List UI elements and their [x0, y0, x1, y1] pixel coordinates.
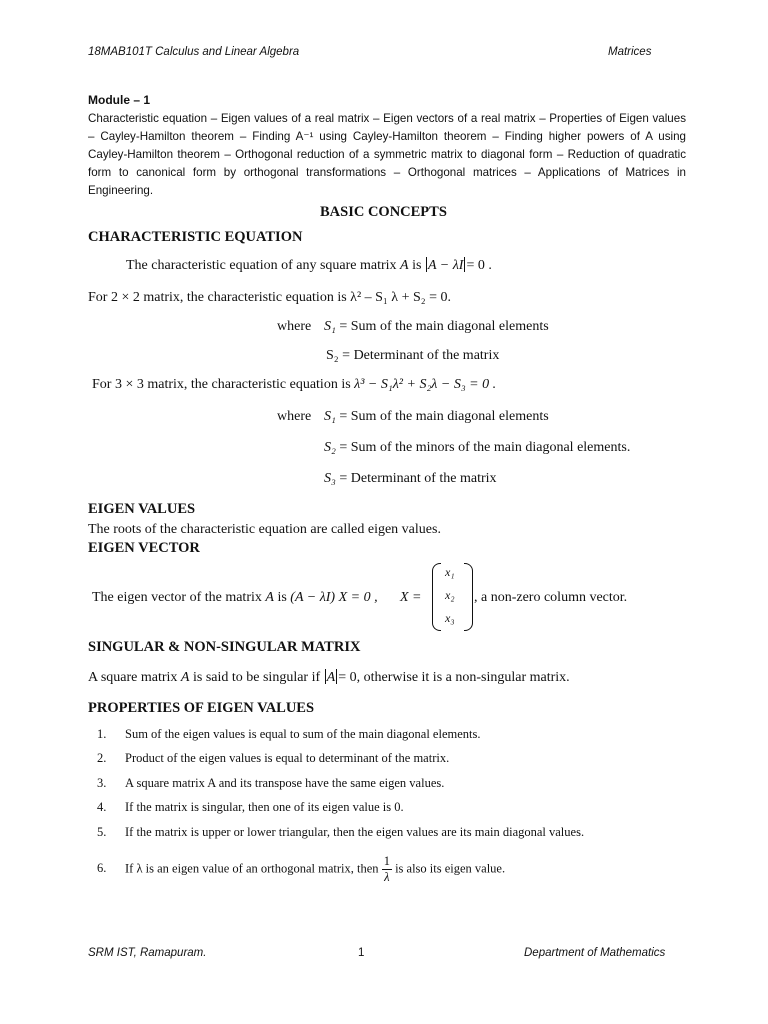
- header-topic: Matrices: [608, 46, 652, 58]
- property-number: 3.: [97, 776, 107, 790]
- three-by-three-equation: For 3 × 3 matrix, the characteristic equation is λ³ − S₁λ² + S₂λ − S₃ = 0 .: [92, 377, 497, 392]
- x-equals: X =: [400, 590, 422, 605]
- property-item-3: [97, 776, 444, 791]
- property-text: If the matrix is upper or lower triangular, then the eigen values are its main diagonal values.: [125, 825, 585, 839]
- header-course: 18MAB101T Calculus and Linear Algebra: [88, 46, 300, 58]
- property-item-2: [97, 751, 449, 766]
- footer-institute: SRM IST, Ramapuram.: [88, 947, 207, 959]
- s1b-definition: S₁ = Sum of the main diagonal elements: [324, 409, 549, 424]
- footer-department: Department of Mathematics: [524, 947, 666, 959]
- where-label-2: where: [277, 409, 312, 424]
- module-label: Module – 1: [88, 93, 151, 107]
- s3-definition: S₃ = Determinant of the matrix: [324, 471, 497, 486]
- s2b-definition: S₂ = Sum of the minors of the main diagonal elements.: [324, 440, 631, 455]
- property-item-6: 6. If λ is an eigen value of an orthogonal matrix, then $\frac{1}{\lambda}$ is also its eigen value.: [97, 854, 506, 884]
- vector-x2: x₂: [445, 588, 455, 602]
- property-number: 4.: [97, 800, 107, 814]
- characteristic-intro: The characteristic equation of any square matrix A is A − λI = 0 .: [126, 258, 492, 273]
- heading-eigen-values: EIGEN VALUES: [88, 501, 196, 517]
- property-number: 2.: [97, 751, 107, 765]
- s2-definition: S₂ = Determinant of the matrix: [326, 348, 500, 363]
- module-description: Characteristic equation – Eigen values of a real matrix – Eigen vectors of a real matrix – Properties of Eigen values – Cayley-Hamilton theorem – Finding A⁻¹ using Cayley-Hamilton theorem – Finding higher powers of A using Cayley-Hamilton theorem – Orthogonal reduction of a symmetric matrix to diagonal form – Reduction of quadratic form to canonical form by orthogonal transformations – Orthogonal matrices – Applications of Matrices in Engineering.: [88, 112, 686, 197]
- s1-definition: S₁ = Sum of the main diagonal elements: [324, 319, 549, 334]
- property-number: 5.: [97, 825, 107, 839]
- heading-singular-matrix: SINGULAR & NON-SINGULAR MATRIX: [88, 639, 361, 655]
- property-item-5: [97, 825, 584, 840]
- property-item-4: [97, 800, 404, 815]
- eigen-vector-text: The eigen vector of the matrix A is (A − λI) X = 0 ,: [92, 590, 378, 605]
- fraction-one-over-lambda: $\frac{1}{\lambda}$: [383, 854, 390, 884]
- singular-text: A square matrix A is said to be singular if A = 0, otherwise it is a non-singular matrix.: [88, 670, 570, 685]
- property-text: If the matrix is singular, then one of its eigen value is 0.: [125, 800, 404, 814]
- eigen-values-text: The roots of the characteristic equation are called eigen values.: [88, 522, 441, 537]
- characteristic-expr: A − λI: [427, 258, 464, 273]
- heading-eigen-vector: EIGEN VECTOR: [88, 540, 200, 556]
- property-text: Sum of the eigen values is equal to sum of the main diagonal elements.: [125, 727, 481, 741]
- property-text: Product of the eigen values is equal to determinant of the matrix.: [125, 751, 450, 765]
- eigen-vector-post: , a non-zero column vector.: [474, 590, 628, 605]
- column-vector: [432, 563, 476, 629]
- page-number: 1: [358, 947, 365, 959]
- section-title-basic-concepts: BASIC CONCEPTS: [320, 204, 447, 220]
- heading-properties: PROPERTIES OF EIGEN VALUES: [88, 700, 315, 716]
- where-label-1: where: [277, 319, 312, 334]
- vector-x3: x₃: [445, 611, 455, 625]
- vector-x1: x₁: [445, 565, 455, 579]
- two-by-two-equation: For 2 × 2 matrix, the characteristic equation is λ² – S₁ λ + S₂ = 0.: [88, 290, 452, 305]
- property-number: 1.: [97, 727, 107, 741]
- property-item-1: [97, 727, 480, 742]
- eigen-vector-equation: (A − λI) X = 0 ,: [290, 590, 378, 605]
- heading-characteristic-equation: CHARACTERISTIC EQUATION: [88, 229, 303, 245]
- property-text: A square matrix A and its transpose have the same eigen values.: [125, 776, 445, 790]
